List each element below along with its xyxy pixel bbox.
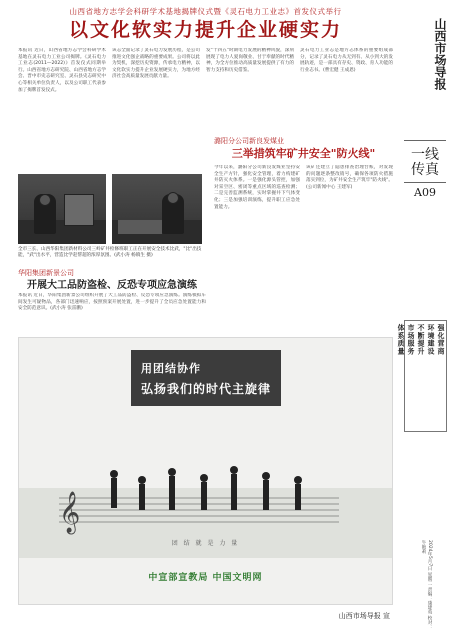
article-1-col-2: 该志全面记录了灵石电力发展历程，是公司推进文化强企战略的重要成果。公司将以此为契机，深挖历史资源，传承电力精神，以文化软实力提升企业发展硬实力，为地方经济社会高质量发展贡献力量。 xyxy=(112,48,200,80)
article-2 xyxy=(18,268,206,345)
article-3-columns xyxy=(214,165,393,343)
article-1-col-3: 发"十四五"时期电力发展的精神风貌，深刻展现了电力人爱岗敬业、甘于奉献的时代精神，为全方位推动高质量发展提供了有力的智力支持和历史借鉴。 xyxy=(206,48,294,73)
sidebar-divider xyxy=(404,140,446,141)
poster-title-line-1: 用团结协作 xyxy=(141,362,201,375)
page-number: A09 xyxy=(414,186,436,199)
poster-title-line-2: 弘扬我们的时代主旋律 xyxy=(141,382,272,396)
photo-worker-head xyxy=(167,192,179,204)
poster-title-backdrop xyxy=(131,350,281,406)
editor-credits: 2024年5月7日 星期二 责编：康建英 校对：牛艳莉 xyxy=(421,540,432,629)
article-2-headline: 开展大工品防盗检、反恐专项应急演练 xyxy=(27,280,197,291)
article-1-col-4: 灵石电力工业志是地方志体系的重要组成部分，记录了灵石电力从无到有、从小到大的发展轨迹，是一部具有存史、资政、育人功能的行业志书。(曹宏健 王成恩) xyxy=(300,48,393,73)
photo-bench xyxy=(118,220,162,234)
sidebar-divider xyxy=(404,182,446,183)
photo-left xyxy=(18,174,106,244)
poster-artwork xyxy=(19,338,393,605)
article-3-headline: 三举措筑牢矿井安全"防火线" xyxy=(231,147,376,160)
photo-right xyxy=(112,174,202,244)
ad-credit: 山西市场导报 宣 xyxy=(338,612,390,620)
public-service-poster xyxy=(18,337,393,605)
article-2-section-label: 华阳集团新景公司 xyxy=(18,269,74,277)
main-headline: 以文化软实力提升企业硬实力 xyxy=(68,19,342,41)
article-3-section-label: 潞阳分公司新良发煤业 xyxy=(214,137,284,145)
slogan-line: 不断提升 xyxy=(416,324,424,356)
article-2-body: 本报讯 近日，华阳集团新景公司组织开展了大工品防盗检、反恐专项应急演练。演练模拟车间发生可疑物品，各部门迅速响应，按照预案开展处置，进一步提升了全员应急处置能力和安全防范意识。(武小涛 张雷鹏) xyxy=(18,293,206,312)
newspaper-masthead: 山西市场导报 xyxy=(433,18,447,90)
slogan-line: 环境建设 xyxy=(426,324,434,356)
poster-credit: 中宣部宣教局 中国文明网 xyxy=(148,573,263,583)
section-rubric: 一线传真 xyxy=(411,147,439,178)
kicker-line: 山西省地方志学会科研学术基地揭牌仪式暨《灵石电力工业志》首发仪式举行 xyxy=(69,7,342,16)
slogan-line: 体系质量 xyxy=(396,324,404,356)
article-3 xyxy=(214,136,393,343)
photo-worker-head xyxy=(39,194,51,206)
slogan-line: 市场服务 xyxy=(406,324,414,356)
photo-machine xyxy=(64,194,94,226)
photo-caption: 全市三长、山西华阳集团新材料公司三岭矿井检修班职工正在开展安全技术比武，"比"出技能，"武"出水平，营造比学赶帮超的浓厚氛围。(武小涛 杨镇生 摄) xyxy=(18,247,202,259)
article-3-col-2: 该矿还建立了隐患排查治理台账，对发现的问题逐条整改销号，确保各项防火措施落实到位，为矿井安全生产筑牢"防火线"。(公司新闻中心 王建军) xyxy=(306,165,393,190)
treble-clef-icon: 𝄞 xyxy=(59,492,81,533)
article-1-col-1: 本报讯 近日，山西省地方志学会科研学术基地在灵石电力工业公司揭牌。《灵石电力工业志(2011—2022)》首发仪式同期举行。山西省地方志研究院、山西省地方志学会、晋中市史志研究室、灵石县史志研究中心等相关单位负责人，以及公司职工代表参加了揭牌首发仪式。 xyxy=(18,48,106,93)
photo-wall xyxy=(112,174,202,220)
slogan-line: 强化营商 xyxy=(436,324,444,356)
poster-motto: 团 结 就 是 力 量 xyxy=(171,540,240,547)
page-sidebar xyxy=(396,0,450,640)
article-3-col-1: 今年以来，潞阳分公司新良发煤业坚持安全生产方针，强化安全管理，着力构建矿井防灭火体系。一是强化源头管控，加强对采空区、密闭等重点区域的巡查检测；二是完善监测系统，实时掌握井下气体变化；三是加强培训演练，提升职工应急处置能力。 xyxy=(214,165,300,210)
slogan-box xyxy=(396,320,447,432)
